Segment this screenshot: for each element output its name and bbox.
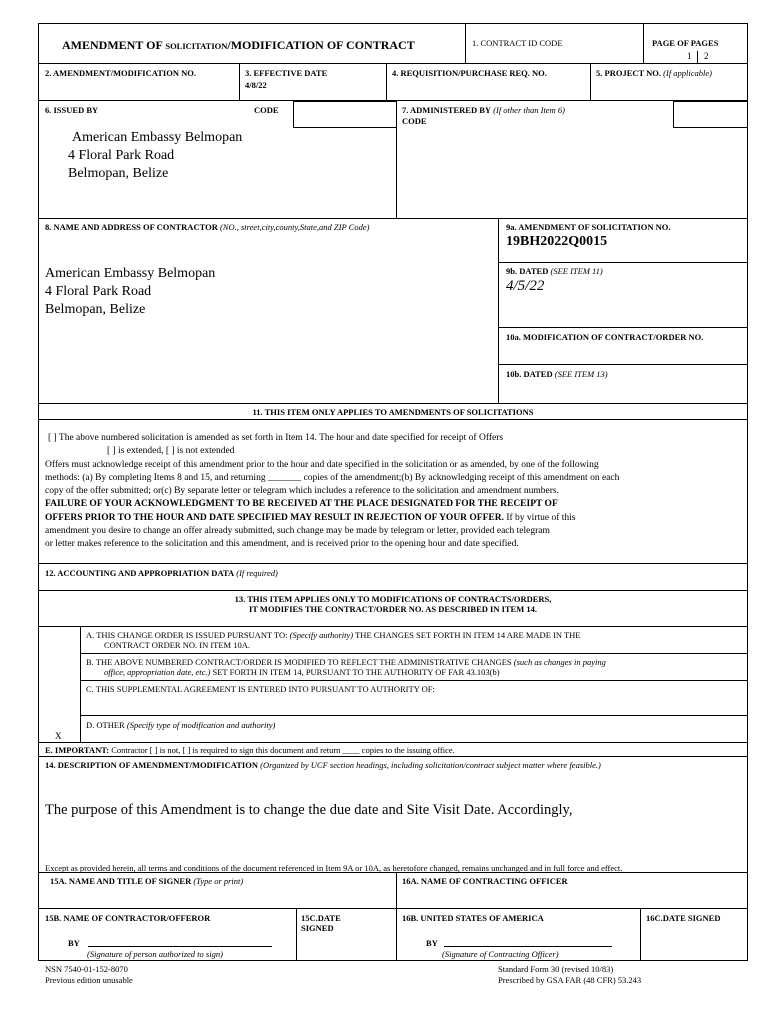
requisition-field[interactable] xyxy=(391,80,587,98)
item13-checkbox-a[interactable] xyxy=(39,627,80,653)
item11-line: Offers must acknowledge receipt of this amendment prior to the hour and date specified in the solicitation or as amended, by one of the following xyxy=(45,459,599,470)
dated-10b-text: 10b. DATED xyxy=(506,369,553,379)
amendment-no-label: 2. AMENDMENT/MODIFICATION NO. xyxy=(45,68,196,78)
item13-option-a-line: CONTRACT ORDER NO. IN ITEM 10A. xyxy=(104,640,250,650)
contractor-signature-note: (Signature of person authorized to sign) xyxy=(87,949,223,959)
contracting-officer-label: 16A. NAME OF CONTRACTING OFFICER xyxy=(402,876,568,886)
prescribed-by-label: Prescribed by GSA FAR (48 CFR) 53.243 xyxy=(498,975,642,985)
administered-code-field[interactable] xyxy=(674,102,747,127)
project-note: (If applicable) xyxy=(663,68,713,78)
dated-10b-field[interactable] xyxy=(503,381,746,401)
issued-address-line: Belmopan, Belize xyxy=(68,166,169,181)
dated-10b-label xyxy=(506,369,608,379)
usa-label: 16B. UNITED STATES OF AMERICA xyxy=(402,913,544,923)
issued-code-field[interactable] xyxy=(294,102,396,127)
item11-line-tail: If by virtue of this xyxy=(503,512,576,523)
pages-total[interactable]: 2 xyxy=(704,51,709,61)
amendment-solicitation-label: 9a. AMENDMENT OF SOLICITATION NO. xyxy=(506,222,671,232)
item13-option-b xyxy=(86,657,746,677)
date-signed-16c-label: 16C.DATE SIGNED xyxy=(646,913,721,923)
administered-by-text: 7. ADMINISTERED BY xyxy=(402,105,492,115)
contractor-address[interactable] xyxy=(45,265,215,319)
item11-body xyxy=(45,432,745,552)
item13-option-b-line xyxy=(86,657,746,667)
important-label: E. IMPORTANT: xyxy=(45,745,110,755)
item11-line: [ ] The above numbered solicitation is amended as set forth in Item 14. The hour and date specified for receipt of Offers xyxy=(48,433,504,443)
item13-a-part: THE CHANGES SET FORTH IN ITEM 14 ARE MADE IN THE xyxy=(353,630,581,640)
effective-date-value[interactable]: 4/8/22 xyxy=(245,80,267,90)
accounting-data-field[interactable] xyxy=(44,579,744,589)
accounting-data-label xyxy=(45,568,278,578)
item13-a-part: (Specify authority) xyxy=(289,630,354,640)
issued-by-address[interactable] xyxy=(68,129,242,183)
form-title-part-a: AMENDMENT OF xyxy=(62,38,166,52)
item13-b-part: office, appropriation date, etc.) xyxy=(104,667,211,677)
previous-edition-note: Previous edition unusable xyxy=(45,975,133,985)
item13-checkbox-d[interactable]: X xyxy=(55,731,62,741)
signer-name-note: (Type or print) xyxy=(193,876,244,886)
administered-by-field[interactable] xyxy=(400,130,745,216)
signer-name-label xyxy=(50,876,243,886)
item13-option-a xyxy=(86,630,746,650)
important-notice xyxy=(45,745,455,755)
item13-heading xyxy=(38,594,748,614)
dated-9b-note: (SEE ITEM 11) xyxy=(550,266,603,276)
item13-b-part: SET FORTH IN ITEM 14, PURSUANT TO THE AUTHORITY OF FAR 43.103(b) xyxy=(210,667,500,677)
item11-line: amendment you desire to change an offer already submitted, such change may be made by telegram or letter, provided each telegram xyxy=(45,526,550,537)
officer-signature-note: (Signature of Contracting Officer) xyxy=(442,949,559,959)
issued-by-label: 6. ISSUED BY xyxy=(45,105,99,115)
description-label xyxy=(45,760,601,770)
contractor-address-line: 4 Floral Park Road xyxy=(45,284,152,299)
modification-contract-label: 10a. MODIFICATION OF CONTRACT/ORDER NO. xyxy=(506,332,704,342)
page-label: PAGE OF PAGES xyxy=(652,38,719,48)
item13-checkbox-c[interactable] xyxy=(39,681,80,715)
important-text: Contractor [ ] is not, [ ] is required to sign this document and return ____ copies to the issuing office. xyxy=(109,745,455,755)
contract-id-label: 1. CONTRACT ID CODE xyxy=(472,38,563,48)
dated-9b-value[interactable]: 4/5/22 xyxy=(506,278,545,294)
item11-line xyxy=(45,512,745,525)
modification-contract-field[interactable] xyxy=(503,344,746,362)
item13-option-b-line xyxy=(86,667,746,677)
officer-signature-line[interactable] xyxy=(444,934,612,946)
requisition-label: 4. REQUISITION/PURCHASE REQ. NO. xyxy=(392,68,547,78)
item13-heading-line: IT MODIFIES THE CONTRACT/ORDER NO. AS DESCRIBED IN ITEM 14. xyxy=(248,604,538,614)
item11-warning-cont: OFFERS PRIOR TO THE HOUR AND DATE SPECIFIED MAY RESULT IN REJECTION OF YOUR OFFER. xyxy=(45,512,504,523)
page-number[interactable]: 1 xyxy=(687,51,692,61)
administered-by-note: (If other than Item 6) xyxy=(493,105,565,115)
administered-by-label xyxy=(402,105,565,115)
item11-heading: 11. THIS ITEM ONLY APPLIES TO AMENDMENTS OF SOLICITATIONS xyxy=(252,407,534,417)
item13-d-part: (Specify type of modification and authority) xyxy=(126,720,276,730)
item11-line: copy of the offer submitted; or(c) By separate letter or telegram which includes a reference to the solicitation and amendment numbers. xyxy=(45,486,559,497)
form-title xyxy=(62,38,415,53)
item13-b-part: B. THE ABOVE NUMBERED CONTRACT/ORDER IS MODIFIED TO REFLECT THE ADMINISTRATIVE CHANGES xyxy=(86,657,514,667)
project-field[interactable] xyxy=(595,80,745,98)
item13-a-part: A. THIS CHANGE ORDER IS ISSUED PURSUANT TO: xyxy=(86,630,290,640)
item13-option-d xyxy=(86,720,275,730)
item11-line: methods: (a) By completing Items 8 and 15, and returning _______ copies of the amendment;(b) By acknowledging receipt of this amendment on each xyxy=(45,472,620,483)
nsn-number: NSN 7540-01-152-8070 xyxy=(45,964,128,974)
standard-form-label: Standard Form 30 (revised 10/83) xyxy=(498,964,614,974)
dated-9b-text: 9b. DATED xyxy=(506,266,549,276)
contracting-officer-field[interactable] xyxy=(400,888,745,906)
date-signed-15c-line: SIGNED xyxy=(301,923,334,933)
issued-code-label: CODE xyxy=(254,105,279,115)
date-signed-16c-field[interactable] xyxy=(644,926,746,958)
item13-option-c: C. THIS SUPPLEMENTAL AGREEMENT IS ENTERED INTO PURSUANT TO AUTHORITY OF: xyxy=(86,684,435,694)
accounting-data-note: (If required) xyxy=(236,568,278,578)
item11-line: [ ] is extended, [ ] is not extended xyxy=(107,446,235,457)
solicitation-number[interactable]: 19BH2022Q0015 xyxy=(506,234,608,249)
contractor-label xyxy=(45,222,369,232)
contractor-signature-line[interactable] xyxy=(88,934,272,946)
contractor-address-line: American Embassy Belmopan xyxy=(45,266,216,281)
contractor-note: (NO., street,city,county,State,and ZIP Code) xyxy=(219,222,370,232)
by-label-15: BY xyxy=(68,938,80,948)
date-signed-15c-field[interactable] xyxy=(300,937,394,959)
item13-checkbox-b[interactable] xyxy=(39,654,80,680)
contractor-offeror-label: 15B. NAME OF CONTRACTOR/OFFEROR xyxy=(45,913,211,923)
description-label-text: 14. DESCRIPTION OF AMENDMENT/MODIFICATION xyxy=(45,760,258,770)
item11-warning: FAILURE OF YOUR ACKNOWLEDGMENT TO BE RECEIVED AT THE PLACE DESIGNATED FOR THE RECEIPT OF xyxy=(45,499,558,510)
issued-address-line: 4 Floral Park Road xyxy=(68,148,175,163)
signer-name-text: 15A. NAME AND TITLE OF SIGNER xyxy=(50,876,192,886)
form-title-part-c: /MODIFICATION OF CONTRACT xyxy=(227,38,415,52)
date-signed-15c-label xyxy=(301,913,341,933)
contractor-address-line: Belmopan, Belize xyxy=(45,302,146,317)
project-label xyxy=(596,68,712,78)
by-label-16: BY xyxy=(426,938,438,948)
item13-b-part: (such as changes in paying xyxy=(513,657,606,667)
contract-id-field[interactable] xyxy=(470,49,640,62)
project-label-text: 5. PROJECT NO. xyxy=(596,68,662,78)
issued-address-line: American Embassy Belmopan xyxy=(72,130,243,145)
effective-date-label: 3. EFFECTIVE DATE xyxy=(245,68,328,78)
administered-code-label: CODE xyxy=(402,116,427,126)
date-signed-15c-line: 15C.DATE xyxy=(301,913,341,923)
dated-9b-label xyxy=(506,266,603,276)
description-note: (Organized by UCF section headings, including solicitation/contract subject matter where feasible.) xyxy=(260,760,601,770)
accounting-data-text: 12. ACCOUNTING AND APPROPRIATION DATA xyxy=(45,568,235,578)
item13-d-part: D. OTHER xyxy=(86,720,127,730)
item13-option-a-line xyxy=(86,630,746,640)
form-title-part-b: SOLICITATION xyxy=(165,41,228,51)
contractor-label-text: 8. NAME AND ADDRESS OF CONTRACTOR xyxy=(45,222,218,232)
signer-name-field[interactable] xyxy=(44,888,394,906)
description-body[interactable]: The purpose of this Amendment is to change the due date and Site Visit Date. Accordingly, xyxy=(45,802,573,818)
item13-heading-line: 13. THIS ITEM APPLIES ONLY TO MODIFICATIONS OF CONTRACTS/ORDERS, xyxy=(234,594,552,604)
amendment-no-field[interactable] xyxy=(44,80,236,98)
dated-10b-note: (SEE ITEM 13) xyxy=(554,369,608,379)
description-footer: Except as provided herein, all terms and conditions of the document referenced in Item 9A or 10A, as heretofore changed, remains unchanged and in full force and effect. xyxy=(45,863,623,873)
item11-line: or letter makes reference to the solicitation and this amendment, and is received prior to the opening hour and date specified. xyxy=(45,539,519,550)
